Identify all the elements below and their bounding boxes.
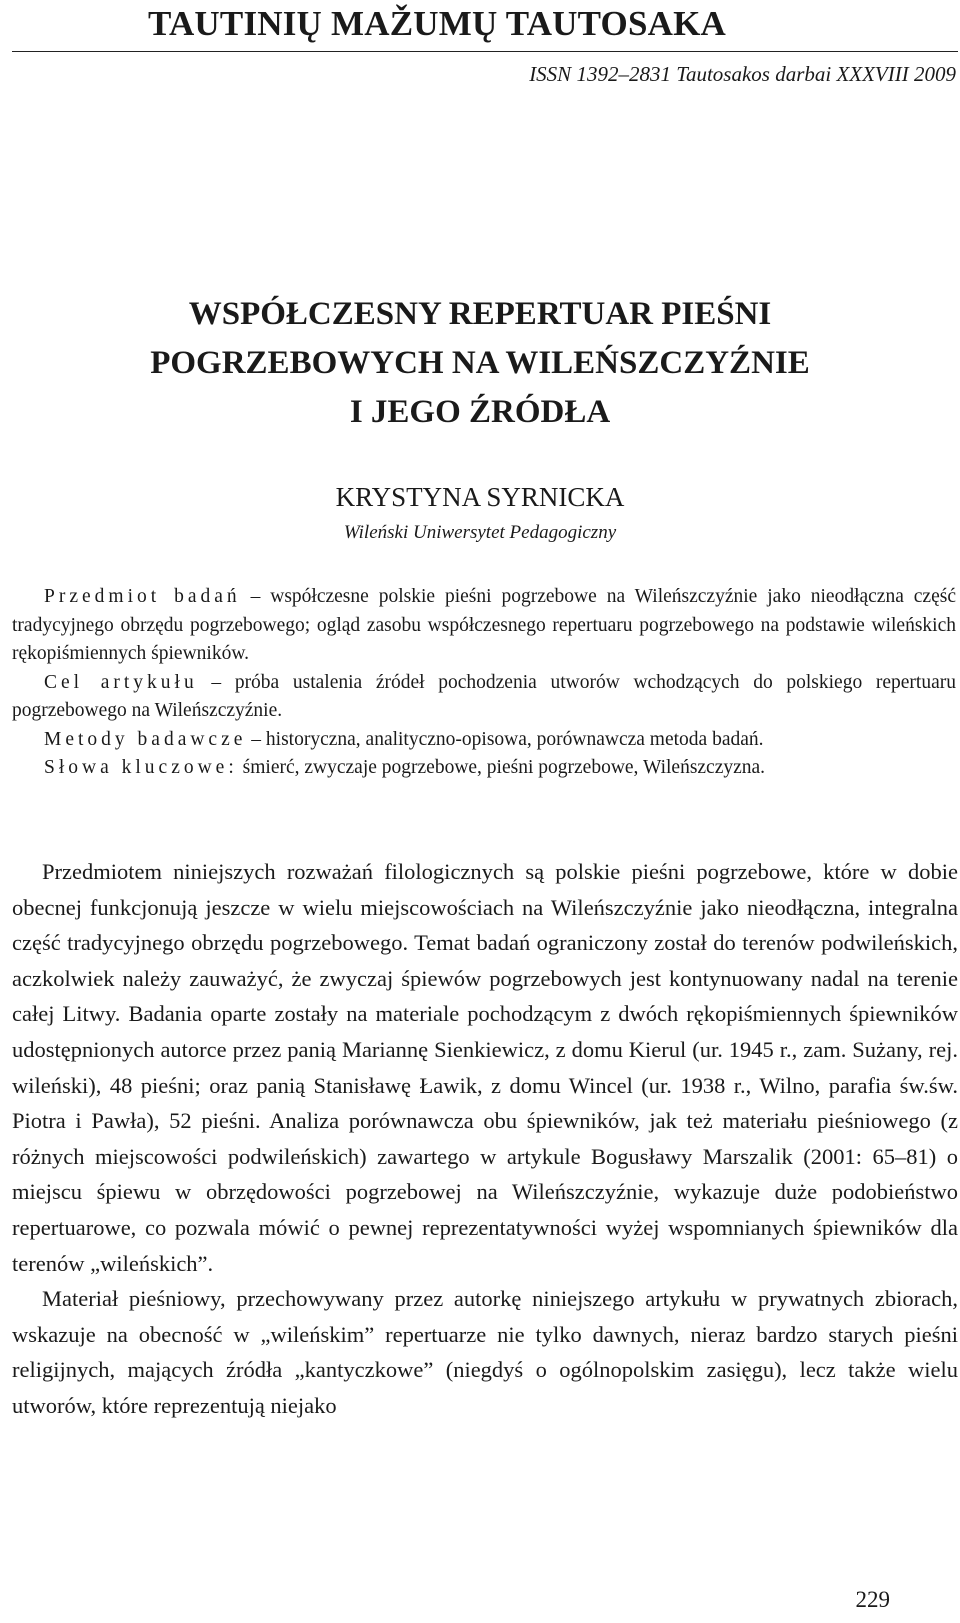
abstract-label: Przedmiot badań: [44, 586, 241, 607]
abstract-text: śmierć, zwyczaje pogrzebowe, pieśni pogrzebowe, Wileńszczyzna.: [237, 757, 766, 778]
title-line: I JEGO ŹRÓDŁA: [349, 394, 611, 430]
abstract-methods: [12, 726, 956, 755]
page-number: 229: [855, 1587, 890, 1612]
abstract: [12, 583, 956, 783]
abstract-text: – współczesne polskie pieśni pogrzebowe na Wileńszczyźnie jako nieodłączna część tradycyjnego obrzędu pogrzebowego; ogląd zasobu współczesnego repertuaru pogrzebowego na podstawie wileńskich rękopiśmiennych śpiewników.: [12, 586, 956, 664]
abstract-label: Słowa kluczowe:: [44, 757, 238, 778]
abstract-aim: [12, 669, 956, 726]
abstract-keywords: [12, 754, 956, 783]
header-rule: [12, 51, 958, 52]
body-text: [12, 854, 958, 1424]
author-affiliation: Wileński Uniwersytet Pedagogiczny: [343, 522, 617, 543]
body-paragraph: Materiał pieśniowy, przechowywany przez autorkę niniejszego artykułu w prywatnych zbiorach, wskazuje na obecność w „wileńskim” repertuarze nie tylko dawnych, nieraz bardzo starych pieśni religijnych, mających źródła „kantyczkowe” (niegdyś o ogólnopolskim zasięgu), lecz także wielu utworów, które reprezentują niejako: [12, 1286, 958, 1418]
abstract-text: – historyczna, analityczno-opisowa, porównawcza metoda badań.: [246, 728, 764, 750]
abstract-subject: [12, 583, 956, 669]
abstract-label: Metody badawcze: [44, 728, 247, 750]
body-paragraph: Przedmiotem niniejszych rozważań filologicznych są polskie pieśni pogrzebowe, które w dobie obecnej funkcjonują jeszcze w wielu miejscowościach na Wileńszczyźnie jako nieodłączna, integralna część tradycyjnego obrzędu pogrzebowego. Temat badań ograniczony został do terenów podwileńskich, aczkolwiek należy zauważyć, że zwyczaj śpiewów pogrzebowych jest kontynuowany nadal na terenie całej Litwy. Badania oparte zostały na materiale pochodzącym z dwóch rękopiśmiennych śpiewników udostępnionych autorce przez panią Mariannę Sienkiewicz, z domu Kierul (ur. 1945 r., zam. Sużany, rej. wileński), 48 pieśni; oraz panią Stanisławę Ławik, z domu Wincel (ur. 1938 r., Wilno, parafia św.św. Piotra i Pawła), 52 pieśni. Analiza porównawcza obu śpiewników, jak też materiału pieśniowego (z różnych miejscowości podwileńskich) zawartego w artykule Bogusławy Marszalik (2001: 65–81) o miejscu śpiewu w obrzędowości pogrzebowej na Wileńszczyźnie, wykazuje duże podobieństwo repertuarowe, co pozwala mówić o pewnej reprezentatywności wyżej wspomnianych śpiewników dla terenów „wileńskich”.: [12, 859, 958, 1276]
author-name: KRYSTYNA SYRNICKA: [335, 482, 625, 512]
article-title: [0, 290, 960, 437]
abstract-label: Cel artykułu: [44, 671, 198, 693]
abstract-text: – próba ustalenia źródeł pochodzenia utworów wchodzących do polskiego repertuaru pogrzebowego na Wileńszczyźnie.: [12, 671, 956, 721]
title-line: WSPÓŁCZESNY REPERTUAR PIEŚNI: [188, 296, 772, 332]
journal-info: ISSN 1392–2831 Tautosakos darbai XXXVIII 2009: [529, 62, 956, 86]
title-line: POGRZEBOWYCH NA WILEŃSZCZYŹNIE: [150, 345, 810, 381]
running-title: TAUTINIŲ MAŽUMŲ TAUTOSAKA: [148, 4, 727, 43]
